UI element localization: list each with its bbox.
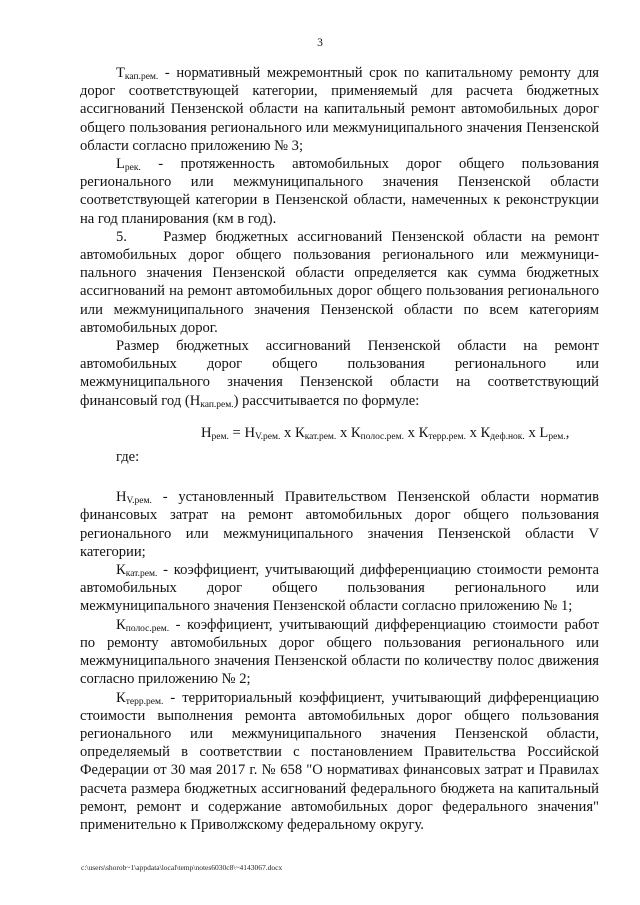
document-body xyxy=(80,64,599,834)
def-k-terr-rem: $К_{терр.рем.}$ - территориальный коэффициент, учитывающий дифференциацию стоимости выполнения ремонта автомобильных дорог общего пользования регионального или межмуниципального значения Пензенской области, определяемый в соответствии с постановлением Правительства Российской Федерации от 30 мая 2017 г. № 658 "О нормативах финансовых затрат и Правилах расчета размера бюджетных ассигнований федерального бюджета на капитальный ремонт, ремонт и содержание автомобильных дорог федерального значения" применительно к Приволжскому федеральному округу. xyxy=(80,689,599,833)
repair-formula: $Н_{рем.} = Н_{V.рем.}$ х $К_{кат.рем.}$ х $К_{полос.рем.}$ х $К_{терр.рем.}$ х $К_{деф.нок.}$ х $L_{рем.}$, xyxy=(201,424,570,442)
def-k-kat-rem: $К_{кат.рем.}$ - коэффициент, учитывающий дифференциацию стоимости ремонта автомобильных дорог общего пользования регионального или межмуниципального значения Пензенской области согласно приложению № 1; xyxy=(80,562,599,615)
budget-size-paragraph: Размер бюджетных ассигнований Пензенской области на ремонт автомобильных дорог общего пользования регионального или межмуниципального значения Пензенской области на соответствующий финансовый год $(Н_{кап.рем.})$ рассчитывается по формуле: xyxy=(80,338,599,410)
where-label: где: xyxy=(116,449,140,466)
page-number: 3 xyxy=(317,37,323,49)
paragraph-5: 5. Размер бюджетных ассигнований Пензенской области на ремонт автомобильных дорог общего пользования регионального или межмуници-пального значения Пензенской области определяется как сумма бюджетных ассигнований на ремонт автомобильных дорог общего пользования регионального или межмуниципального значения Пензенской области по всем категориям автомобильных дорог. xyxy=(80,228,599,336)
term-l-rek: $L_{рек.}$ - протяженность автомобильных дорог общего пользования регионального или межмуниципального значения Пензенской области соответствующей категории в Пензенской области, намеченных к реконструкции на год планирования (км в год). xyxy=(80,156,599,227)
def-n-v-rem: $Н_{V.рем.}$ - установленный Правительством Пензенской области норматив финансовых затрат на ремонт автомобильных дорог общего пользования регионального или межмуниципального значения Пензенской области V категории; xyxy=(80,489,599,560)
term-t-kap-rem: $Т_{кап.рем.}$ - нормативный межремонтный срок по капитальному ремонту для дорог соответствующей категории, применяемый для расчета бюджетных ассигнований Пензенской области на капитальный ремонт автомобильных дорог общего пользования регионального или межмуниципального значения Пензенской области согласно приложению № 3; xyxy=(80,65,599,154)
file-path-footer: c:\users\shorob~1\appdata\local\temp\notes6030c8\~4143067.docx xyxy=(81,863,283,872)
def-k-polos-rem: $К_{полос.рем.}$ - коэффициент, учитывающий дифференциацию стоимости работ по ремонту автомобильных дорог общего пользования регионального или межмуниципального значения Пензенской области по количеству полос движения согласно приложению № 2; xyxy=(80,616,599,688)
